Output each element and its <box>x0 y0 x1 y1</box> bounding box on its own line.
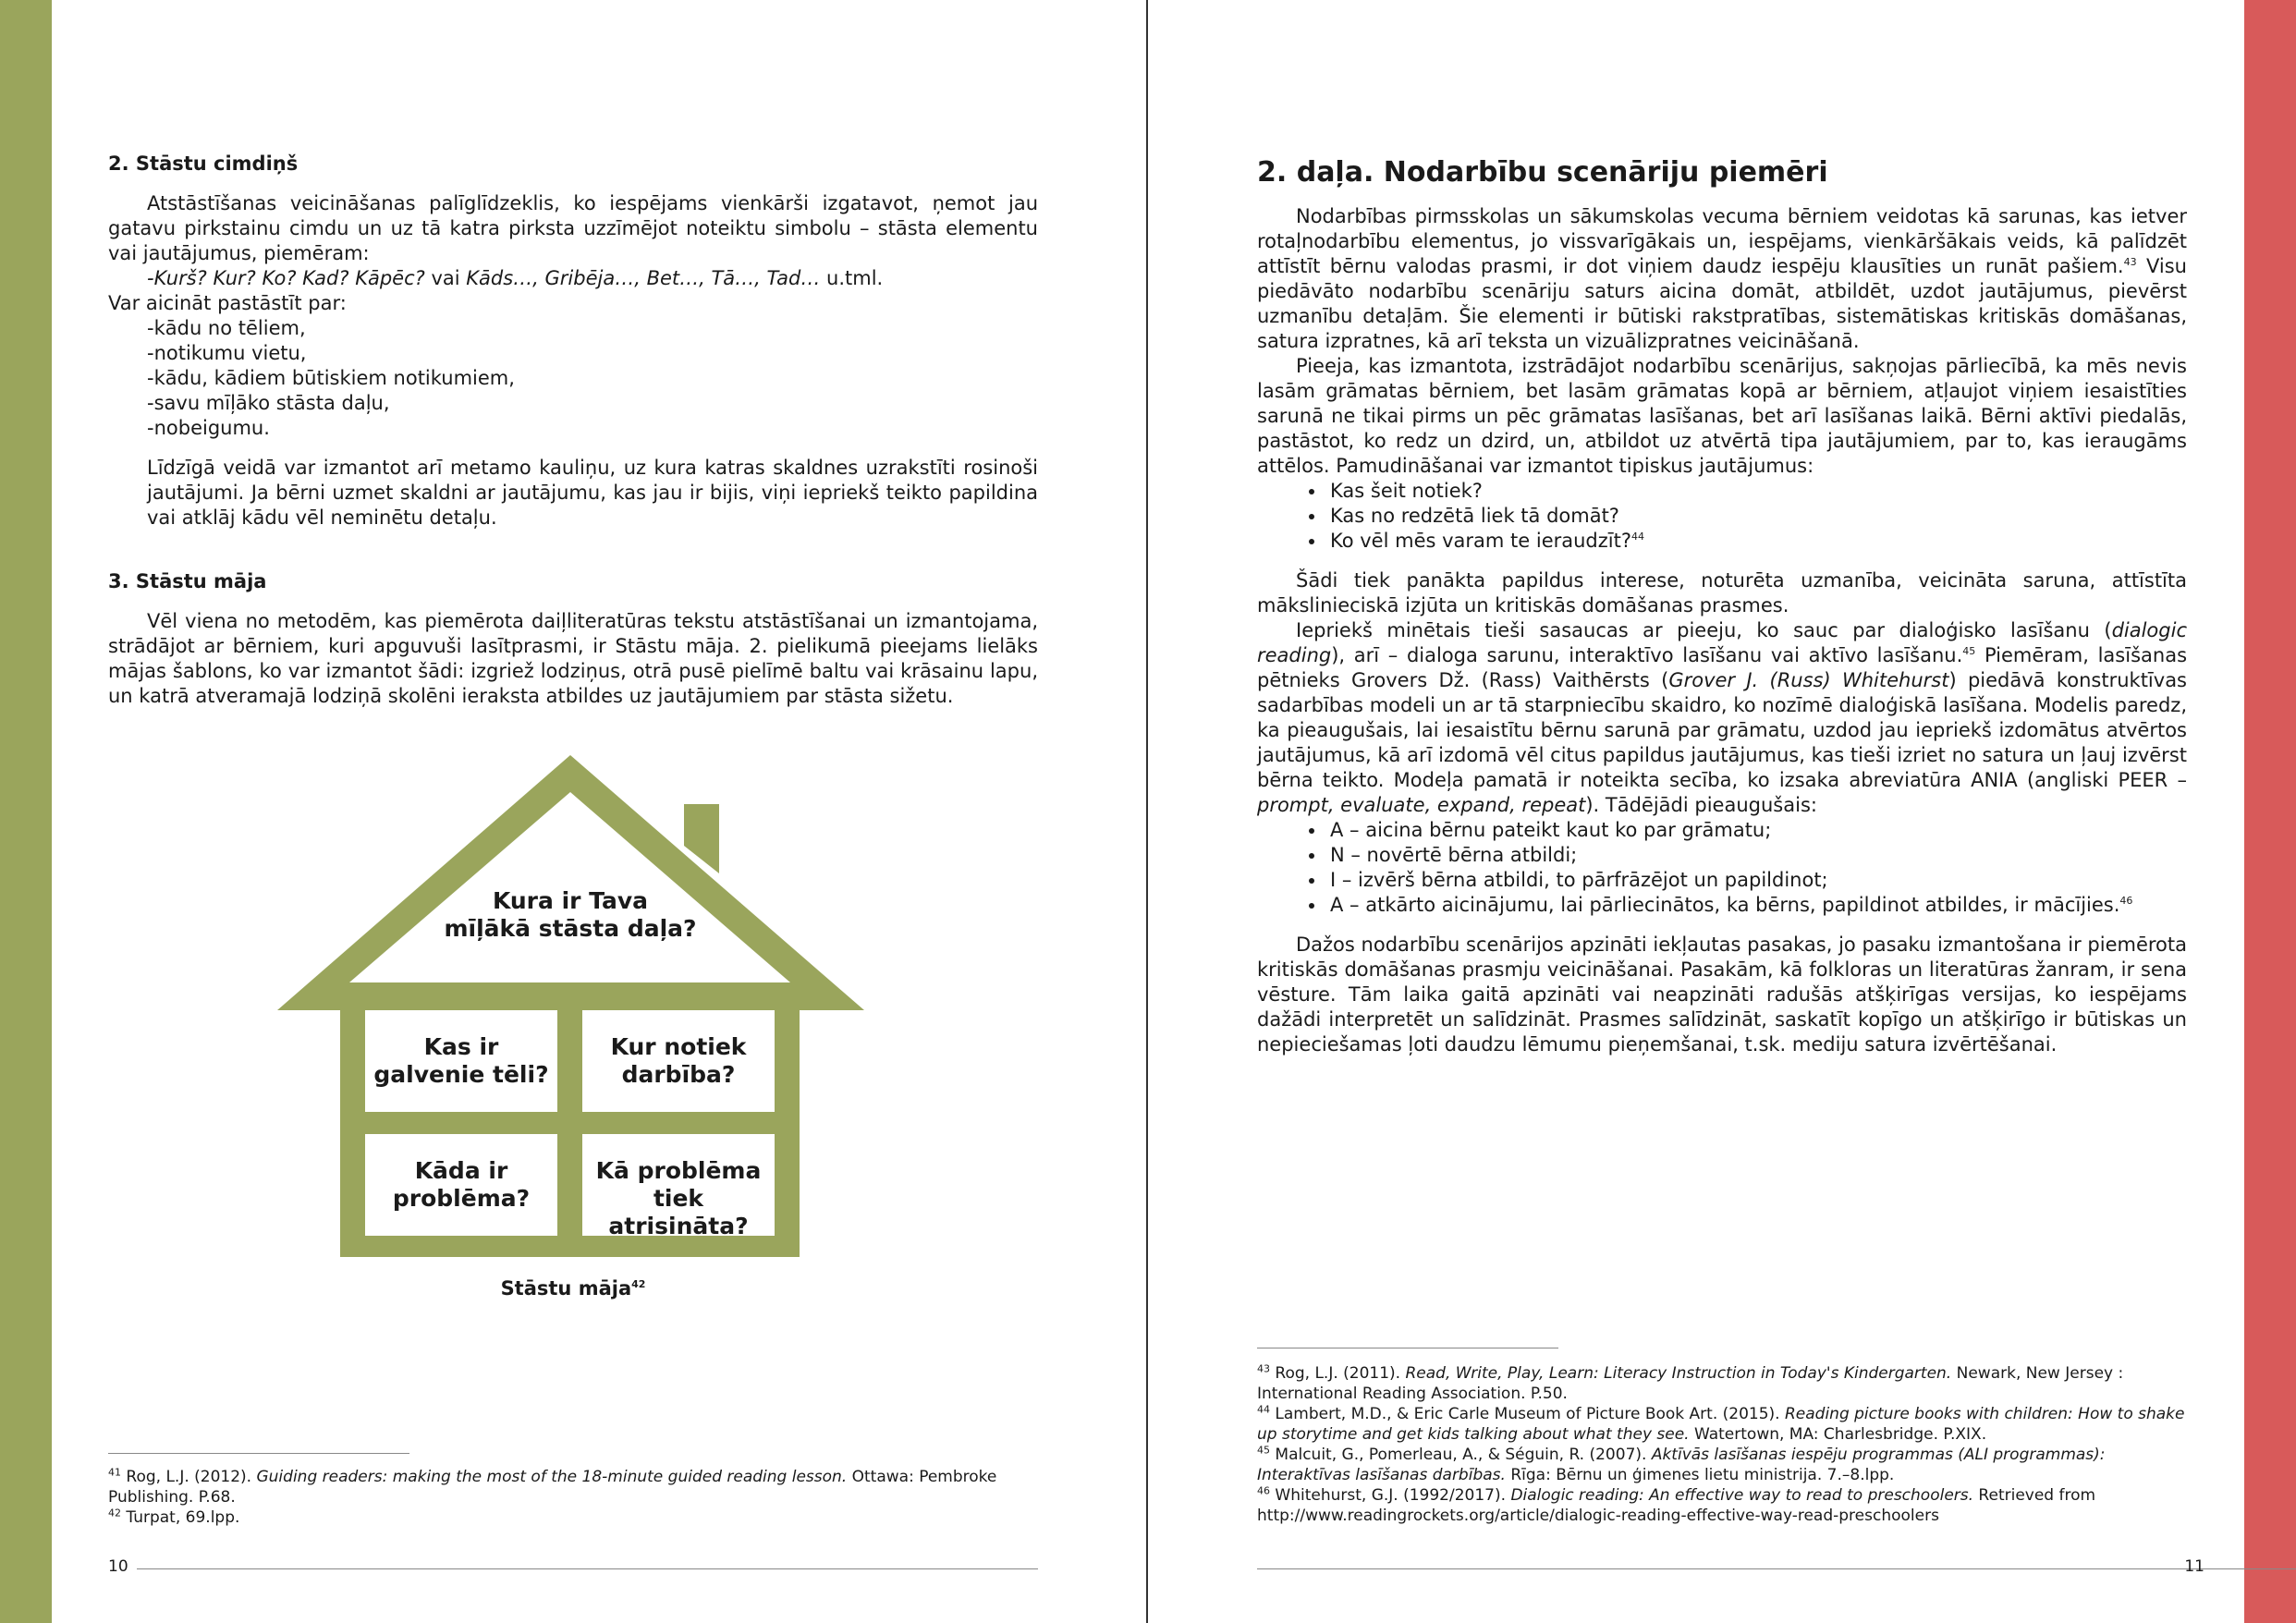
window-question-problem: Kāda ir problēma? <box>392 1157 531 1212</box>
footnote-41: $^{41}$ Rog, L.J. (2012). Guiding readers: making the most of the 18-minute guided reading lesson. Ottawa: Pembroke Publishing. P.68. <box>108 1466 997 1507</box>
list-item: -savu mīļāko stāsta daļu, <box>147 392 390 414</box>
paragraph-intro: Nodarbības pirmsskolas un sākumskolas vecuma bērniem veidotas kā sarunas, kas ietver rotaļnodarbību elementus, jo vissvarīgākais un, iespējams, vienkāršākais veids, kā palīdzēt attīstīt bērnu valodas prasmi, ir dot viņiem daudz iespēju klausīties un runāt pašiem.$^{43}$ Visu piedāvāto nodarbību scenāriju saturs aicina domāt, atbildēt, uzdot jautājumus, pievērst uzmanību detaļām. Šie elementi ir būtiski rakstpratības, sistemātiskas kritiskās domāšanas, satura izpratnes, kā arī teksta un vizuālizpratnes veicināšanā. <box>1257 205 2187 352</box>
window-question-solution: Kā problēma tiek atrisināta? <box>595 1157 762 1239</box>
left-page <box>0 0 1146 1623</box>
glove-invite: Var aicināt pastāstīt par: <box>108 292 347 314</box>
roof-question: Kura ir Tava mīļākā stāsta daļa? <box>444 887 697 942</box>
question-list <box>1257 479 2187 554</box>
left-body <box>108 152 1038 709</box>
footnote-43: $^{43}$ Rog, L.J. (2011). Read, Write, Play, Learn: Literacy Instruction in Today's Kindergarten. Newark, New Jersey : International Reading Association. P.50. <box>1257 1362 2124 1403</box>
section-heading-gloves: 2. Stāstu cimdiņš <box>108 153 299 175</box>
paragraph-approach: Pieeja, kas izmantota, izstrādājot nodarbību scenārijus, sakņojas pārliecībā, ka mēs nevis lasām grāmatas bērniem, bet lasām grāmatas kopā ar bērniem, atļaujot viņiem iesaistīties sarunā ne tikai pirms un pēc grāmatas lasīšanas, bet arī lasīšanas laikā. Bērni aktīvi piedalās, pastāstot, ko redz un dzird, un, atbildot uz atvērtā tipa jautājumiem, par to, kas ieraugāms attēlos. Pamudināšanai var izmantot tipiskus jautājumus: <box>1257 355 2187 477</box>
list-item: -kādu no tēliem, <box>147 317 306 339</box>
page-number: 11 <box>2184 1557 2204 1576</box>
footnote-45: $^{45}$ Malcuit, G., Pomerleau, A., & Séguin, R. (2007). Aktīvās lasīšanas iespēju programmas (ALI programmas): Interaktīvas lasīšanas darbības. Rīga: Bērnu un ģimenes lietu ministrija. 7.–8.lpp. <box>1257 1444 2106 1484</box>
glove-topic-list <box>108 316 1038 441</box>
section-heading-story-house: 3. Stāstu māja <box>108 570 267 592</box>
left-accent-bar <box>0 0 52 1623</box>
right-footnotes <box>1257 1363 2187 1526</box>
list-item: • Ko vēl mēs varam te ieraudzīt?$^{44}$ <box>1326 529 2187 554</box>
list-item: • A – atkārto aicinājumu, lai pārliecinātos, ka bērns, papildinot atbildes, ir mācījies.$^{46}$ <box>1326 893 2187 918</box>
right-body <box>1257 155 2187 1057</box>
paragraph-interest: Šādi tiek panākta papildus interese, noturēta uzmanība, veicināta saruna, attīstīta mākslinieciskā izjūta un kritiskās domāšanas prasmes. <box>1257 569 2187 616</box>
list-item: • Kas no redzētā liek tā domāt? <box>1326 504 2187 529</box>
footnote-42: $^{42}$ Turpat, 69.lpp. <box>108 1507 240 1527</box>
list-item: • Kas šeit notiek? <box>1326 479 2187 504</box>
list-item: -kādu, kādiem būtiskiem notikumiem, <box>147 367 515 389</box>
window-question-setting: Kur notiek darbība? <box>610 1033 747 1088</box>
paragraph-glove-intro: Atstāstīšanas veicināšanas palīglīdzeklis, ko iespējams vienkārši izgatavot, ņemot jau gatavu pirkstainu cimdu un uz tā katra pirksta uzzīmējot noteiktu simbolu – stāsta elementu vai jautājumus, piemēram: <box>108 192 1038 264</box>
folio-rule <box>1257 1568 2296 1569</box>
glove-examples: -Kurš? Kur? Ko? Kad? Kāpēc? vai Kāds…, Gribēja…, Bet…, Tā…, Tad… u.tml. <box>147 267 884 289</box>
list-item: • I – izvērš bērna atbildi, to pārfrāzējot un papildinot; <box>1326 868 2187 893</box>
right-page <box>1148 0 2296 1623</box>
list-item: • N – novērtē bērna atbildi; <box>1326 843 2187 868</box>
list-item: -nobeigumu. <box>147 417 270 439</box>
ania-list <box>1257 818 2187 918</box>
story-house-figure <box>277 753 864 1257</box>
figure-caption: Stāstu māja$^{42}$ <box>500 1277 646 1300</box>
paragraph-fairy-tales: Dažos nodarbību scenārijos apzināti iekļautas pasakas, jo pasaku izmantošana ir piemērota kritiskās domāšanas prasmju veicināšanai. Pasakām, kā folkloras un literatūras žanram, ir sena vēsture. Tām laika gaitā apzināti vai neapzināti radušās atšķirīgas versijas, ko iespējams dažādi interpretēt un salīdzināt. Prasmes salīdzināt, saskatīt kopīgo un atšķirīgo ir būtiskas un nepieciešamas ļoti daudzu lēmumu pieņemšanai, t.sk. mediju satura izvērtēšanai. <box>1257 934 2187 1056</box>
paragraph-story-house: Vēl viena no metodēm, kas piemērota daiļliteratūras tekstu atstāstīšanai un izmantojama, strādājot ar bērniem, kuri apguvuši lasītprasmi, ir Stāstu māja. 2. pielikumā pieejams lielāks mājas šablons, ko var izmantot šādi: izgriež lodziņus, otrā pusē pielīmē baltu vai krāsainu lapu, un katrā atveramajā lodziņā skolēni ieraksta atbildes uz jautājumiem par stāsta sižetu. <box>108 610 1038 707</box>
page-number: 10 <box>108 1557 128 1576</box>
page-title: 2. daļa. Nodarbību scenāriju piemēri <box>1257 156 1828 189</box>
footnote-46: $^{46}$ Whitehurst, G.J. (1992/2017). Dialogic reading: An effective way to read to preschoolers. Retrieved from http://www.readingrockets.org/article/dialogic-reading-effective-way-read-preschoolers <box>1257 1484 2096 1525</box>
paragraph-dialogic: Iepriekš minētais tieši sasaucas ar pieeju, ko sauc par dialoģisko lasīšanu (dialogic reading), arī – dialoga sarunu, interaktīvo lasīšanu vai aktīvo lasīšanu.$^{45}$ Piemēram, lasīšanas pētnieks Grovers Dž. (Rass) Vaithērsts (Grover J. (Russ) Whitehurst) piedāvā konstruktīvas sadarbības modeli un ar tā starpniecību skaidro, ko nozīmē dialoģiskā lasīšana. Modelis paredz, ka pieaugušais, lai iesaistītu bērnu sarunā par grāmatu, uzdod jau iepriekš izdomātus atvērtos jautājumus, kā arī izdomā vēl citus papildus jautājumus, kas tieši izriet no satura un ļauj izvērst bērna teikto. Modeļa pamatā ir noteikta secība, ko izsaka abreviatūra ANIA (angliski PEER – prompt, evaluate, expand, repeat). Tādējādi pieaugušais: <box>1257 619 2188 816</box>
right-accent-bar <box>2244 0 2296 1623</box>
window-question-characters: Kas ir galvenie tēli? <box>373 1033 549 1088</box>
footnote-rule <box>108 1453 409 1454</box>
list-item: -notikumu vietu, <box>147 342 307 364</box>
paragraph-dice: Līdzīgā veidā var izmantot arī metamo kauliņu, uz kura katras skaldnes uzrakstīti rosinoši jautājumi. Ja bērni uzmet skaldni ar jautājumu, kas jau ir bijis, viņi iepriekš teikto papildina vai atklāj kādu vēl neminētu detaļu. <box>147 457 1038 529</box>
list-item: • A – aicina bērnu pateikt kaut ko par grāmatu; <box>1326 818 2187 843</box>
left-footnotes <box>108 1467 1038 1528</box>
folio-rule <box>137 1568 1038 1569</box>
footnote-44: $^{44}$ Lambert, M.D., & Eric Carle Museum of Picture Book Art. (2015). Reading picture books with children: How to shake up storytime and get kids talking about what they see. Watertown, MA: Charlesbridge. P.XIX. <box>1257 1403 2185 1444</box>
